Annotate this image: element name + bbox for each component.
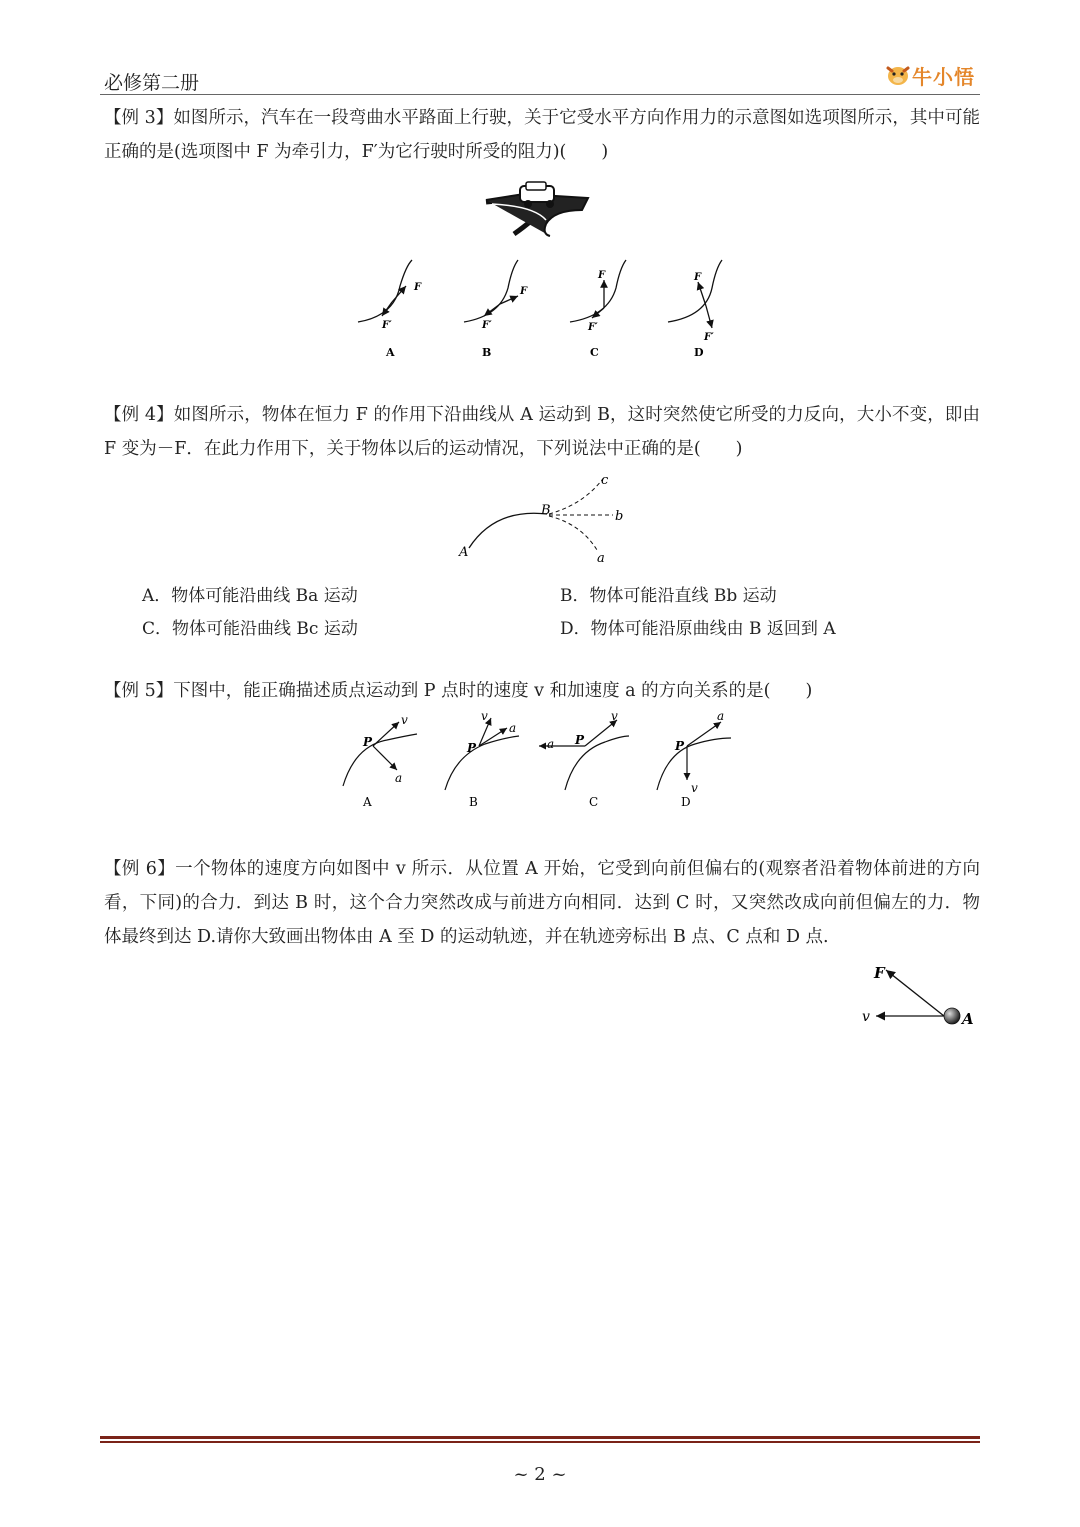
example-5-text: 【例 5】下图中，能正确描述质点运动到 P 点时的速度 v 和加速度 a 的方向关系的是( ) xyxy=(104,681,813,701)
ex3-option-c-diagram xyxy=(570,260,626,359)
header-rule xyxy=(100,94,980,95)
svg-text:v: v xyxy=(481,709,488,723)
svg-text:A: A xyxy=(459,545,469,560)
svg-text:B: B xyxy=(482,346,492,359)
example-4-trajectory-figure xyxy=(455,468,635,568)
svg-text:a: a xyxy=(509,721,517,735)
option-a: A．物体可能沿曲线 Ba 运动 xyxy=(142,586,358,606)
page-number: ~ 2 ~ xyxy=(513,1464,567,1485)
footer-rule-thin xyxy=(100,1441,980,1443)
ex5-option-a-diagram xyxy=(343,713,417,809)
svg-text:B: B xyxy=(541,503,551,518)
svg-text:v: v xyxy=(401,713,408,727)
svg-text:D: D xyxy=(694,346,704,359)
svg-text:v: v xyxy=(611,709,618,723)
svg-text:F: F xyxy=(520,286,528,297)
svg-text:F′: F′ xyxy=(382,320,392,331)
svg-text:F′: F′ xyxy=(704,332,714,343)
option-d: D．物体可能沿原曲线由 B 返回到 A xyxy=(560,619,836,639)
svg-text:v: v xyxy=(862,1009,870,1025)
svg-text:F′: F′ xyxy=(482,320,492,331)
svg-text:A: A xyxy=(962,1010,974,1028)
svg-text:A: A xyxy=(386,346,395,359)
svg-text:A: A xyxy=(363,795,372,809)
svg-text:F: F xyxy=(414,282,422,293)
svg-text:a: a xyxy=(395,771,403,785)
ex3-option-a-diagram xyxy=(358,260,422,359)
ex3-option-b-diagram xyxy=(464,260,528,359)
ball xyxy=(944,1008,960,1024)
header-title: 必修第二册 xyxy=(104,72,200,94)
svg-text:P: P xyxy=(675,739,685,753)
option-b: B．物体可能沿直线 Bb 运动 xyxy=(560,586,777,606)
ex5-option-c-diagram xyxy=(539,709,629,809)
svg-text:a: a xyxy=(547,737,555,751)
cow-icon xyxy=(884,60,912,88)
example-3-options-figure xyxy=(350,256,740,366)
svg-text:b: b xyxy=(615,509,624,524)
svg-text:a: a xyxy=(597,551,605,566)
svg-text:P: P xyxy=(363,735,373,749)
ex5-option-b-diagram xyxy=(445,709,519,809)
brand-logo xyxy=(884,60,980,88)
logo-text: 牛小悟 xyxy=(912,65,975,89)
example-5-options-figure xyxy=(335,706,740,812)
example-4-text: 【例 4】如图所示，物体在恒力 F 的作用下沿曲线从 A 运动到 B，这时突然使它所受的力反向，大小不变，即由 F 变为－F．在此力作用下，关于物体以后的运动情况，下列说法中正确的是( ) xyxy=(104,405,980,459)
svg-text:B: B xyxy=(469,795,478,809)
svg-text:v: v xyxy=(691,781,698,795)
example-6-text: 【例 6】一个物体的速度方向如图中 v 所示．从位置 A 开始，它受到向前但偏右的(观察者沿着物体前进的方向看，下同)的合力．到达 B 时，这个合力突然改成与前进方向相同．达到 C 时，又突然改成向前但偏左的力．物体最终到达 D.请你大致画出物体由 A 至 D 的运动轨迹，并在轨迹旁标出 B 点、C 点和 D 点. xyxy=(104,859,980,947)
svg-text:D: D xyxy=(681,795,691,809)
svg-text:c: c xyxy=(601,473,609,488)
svg-text:F: F xyxy=(694,272,702,283)
svg-text:P: P xyxy=(575,733,585,747)
svg-text:C: C xyxy=(589,795,599,809)
car-on-curved-road-figure xyxy=(484,180,594,238)
ex5-option-d-diagram xyxy=(657,709,731,809)
svg-text:F′: F′ xyxy=(588,322,598,333)
svg-text:P: P xyxy=(467,741,477,755)
footer-rule-thick xyxy=(100,1436,980,1439)
ex3-option-d-diagram xyxy=(668,260,722,359)
svg-text:a: a xyxy=(717,709,725,723)
svg-text:F: F xyxy=(874,964,885,982)
svg-text:F: F xyxy=(598,270,606,281)
svg-text:C: C xyxy=(590,346,599,359)
option-c: C．物体可能沿曲线 Bc 运动 xyxy=(142,619,358,639)
example-6-force-figure xyxy=(858,958,980,1034)
example-3-text: 【例 3】如图所示，汽车在一段弯曲水平路面上行驶，关于它受水平方向作用力的示意图如选项图所示，其中可能正确的是(选项图中 F 为牵引力，F′为它行驶时所受的阻力)( ) xyxy=(104,108,980,162)
